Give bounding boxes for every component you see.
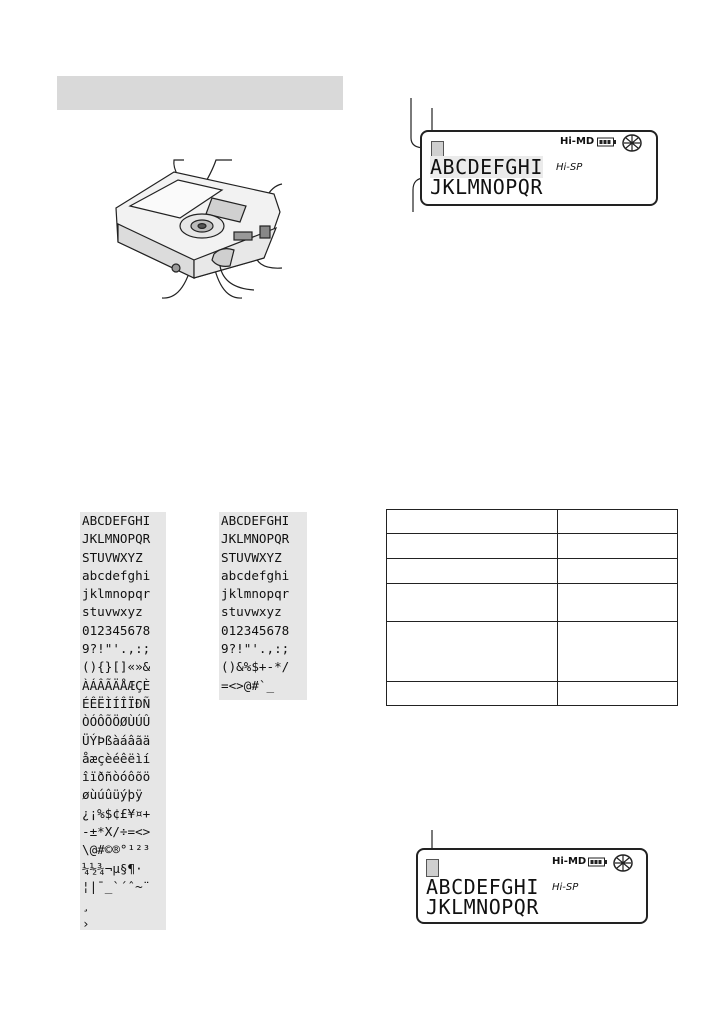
- table-row: [387, 534, 678, 559]
- section-header-bar: [57, 76, 343, 110]
- char-row: øùúûüýþÿ: [82, 787, 143, 803]
- lcd-line-2: JKLMNOPQR: [426, 895, 539, 919]
- hi-md-badge: Hi-MD: [560, 136, 595, 147]
- disc-icon: [613, 854, 633, 872]
- char-row: ABCDEFGHI: [82, 513, 151, 528]
- table-row: [387, 510, 678, 534]
- char-row: ¦|¯_`´ˆ~¨: [82, 878, 151, 894]
- player-illustration: [104, 150, 294, 310]
- char-row: -±*X/÷=<>: [82, 824, 151, 840]
- operations-table: [386, 509, 678, 706]
- char-row: stuvwxyz: [82, 604, 143, 620]
- char-row: JKLMNOPQR: [82, 531, 151, 547]
- table-row: [387, 584, 678, 622]
- char-row: ÜÝÞßàáâãä: [82, 732, 151, 748]
- char-row: ¸: [82, 897, 90, 913]
- char-row: jklmnopqr: [82, 586, 151, 602]
- char-row: jklmnopqr: [221, 586, 290, 602]
- char-row: ÒÓÔÕÖØÙÚÛ: [82, 714, 151, 730]
- char-row: ÉÊËÌÍÎÏĐÑ: [82, 695, 151, 711]
- char-row: îïðñòóôõö: [82, 769, 151, 785]
- char-row: (){}[]«»&: [82, 659, 151, 675]
- table-row: [387, 682, 678, 706]
- char-row: ›: [82, 915, 90, 931]
- table-row: [387, 622, 678, 682]
- char-row: 9?!"'.,:;: [82, 641, 151, 657]
- char-row: \@#©®°¹²³: [82, 842, 151, 858]
- char-row: abcdefghi: [221, 567, 290, 583]
- char-row: 012345678: [82, 622, 151, 638]
- battery-icon: [597, 137, 617, 147]
- char-row: ¿¡%$¢£¥¤+: [82, 805, 151, 821]
- lcd-display-bottom: [416, 848, 648, 924]
- char-row: ABCDEFGHI: [221, 513, 290, 528]
- char-row: stuvwxyz: [221, 604, 282, 620]
- char-row: STUVWXYZ: [82, 549, 143, 565]
- lcd-line-2: JKLMNOPQR: [430, 175, 543, 199]
- char-row: ÀÁÂÃÄÅÆÇÈ: [82, 677, 151, 693]
- char-row: åæçèéêëìí: [82, 750, 151, 766]
- battery-icon: [588, 857, 608, 867]
- disc-icon: [622, 134, 642, 152]
- lcd-line-1: ABCDEFGHI: [430, 155, 543, 179]
- character-list-left: [80, 512, 166, 930]
- lcd-display-top: [420, 130, 658, 206]
- hi-md-badge: Hi-MD: [552, 856, 587, 867]
- character-list-right: [219, 512, 307, 700]
- hi-sp-mode: Hi-SP: [552, 882, 579, 893]
- char-row: 9?!"'.,:;: [221, 641, 290, 657]
- lcd-line-1: ABCDEFGHI: [426, 875, 539, 899]
- hi-sp-mode: Hi-SP: [556, 162, 583, 173]
- char-row: abcdefghi: [82, 567, 151, 583]
- char-row: ¼½¾¬µ§¶·: [82, 860, 143, 876]
- char-row: 012345678: [221, 622, 290, 638]
- char-row: JKLMNOPQR: [221, 531, 290, 547]
- char-row: ()&%$+-*/: [221, 659, 290, 675]
- char-row: STUVWXYZ: [221, 549, 282, 565]
- char-row: =<>@#`_: [221, 677, 275, 693]
- table-row: [387, 559, 678, 584]
